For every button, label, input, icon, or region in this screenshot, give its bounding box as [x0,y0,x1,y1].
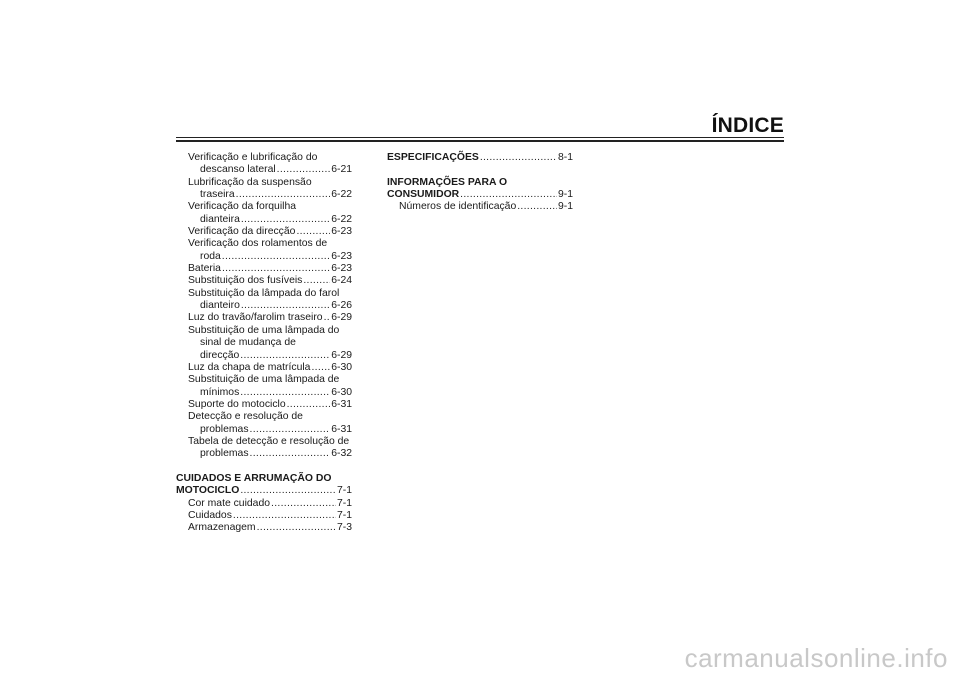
header-rule-thick [176,140,784,142]
toc-entry-title: ESPECIFICAÇÕES [387,152,479,163]
toc-entry-title: problemas [200,448,249,460]
toc-entry-title: Substituição dos fusíveis [188,275,303,287]
toc-page-number: 9-1 [557,189,573,201]
toc-page-number: 6-30 [331,386,352,398]
toc-entry[interactable] [176,448,352,460]
toc-entry-title: descanso lateral [200,164,276,176]
toc-section-entry[interactable] [176,485,352,497]
toc-entry-title: Luz da chapa de matrícula [188,361,311,373]
dot-leader [241,214,330,226]
toc-entry-text: Verificação e lubrificação do [188,152,318,163]
toc-entry-title: Suporte do motociclo [188,398,286,410]
header-rule-thin [176,137,784,138]
toc-entry[interactable] [176,189,352,201]
toc-entry-title: CONSUMIDOR [387,189,460,201]
toc-entry[interactable] [176,263,352,275]
toc-section-entry[interactable] [387,189,573,201]
dot-leader [241,300,330,312]
toc-entry-title: MOTOCICLO [176,485,240,497]
page-title: ÍNDICE [711,114,784,137]
toc-right-column [387,152,573,214]
toc-page-number: 6-21 [331,164,352,176]
toc-entry[interactable] [176,362,352,374]
toc-page-number: 6-31 [331,398,352,410]
toc-entry[interactable] [176,164,352,176]
toc-entry-text: Detecção e resolução de [188,411,303,423]
toc-section-heading: CUIDADOS E ARRUMAÇÃO DO [176,472,332,484]
toc-entry-title: Bateria [188,263,221,275]
toc-page-number: 6-29 [331,312,352,324]
toc-page-number: 6-23 [331,263,352,275]
dot-leader [324,312,331,324]
toc-page-number: 6-23 [331,226,352,238]
toc-page-number: 9-1 [557,201,573,213]
watermark: carmanualsonline.info [684,643,948,673]
toc-entry[interactable] [176,399,352,411]
toc-page-number: 6-31 [331,423,352,435]
toc-entry[interactable] [176,214,352,226]
toc-spacer [176,461,352,473]
toc-entry-text: Substituição da lâmpada do farol [188,287,340,299]
toc-entry[interactable] [176,300,352,312]
toc-entry-title: Números de identificação [399,201,517,213]
toc-entry[interactable] [387,201,573,213]
toc-page-number: 6-24 [331,275,352,287]
toc-entry-text: Substituição de uma lâmpada do [188,324,340,336]
toc-entry-text: Lubrificação da suspensão [188,176,312,188]
toc-entry-text: Verificação da forquilha [188,201,297,213]
toc-entry[interactable] [176,251,352,263]
toc-page-number: 7-1 [336,497,352,509]
toc-entry[interactable] [176,510,352,522]
toc-page-number: 6-22 [331,213,352,225]
dot-leader [240,350,330,362]
dot-leader [480,152,557,164]
toc-page-number: 6-30 [331,361,352,373]
toc-entry-title: dianteira [200,213,240,225]
toc-page-number: 6-26 [331,300,352,312]
toc-entry-text: Verificação dos rolamentos de [188,238,328,250]
dot-leader [287,399,331,411]
dot-leader [236,189,331,201]
dot-leader [222,251,330,263]
toc-entry[interactable] [176,498,352,510]
toc-entry-title: problemas [200,423,249,435]
toc-entry-title: Armazenagem [188,522,256,534]
toc-entry-title: roda [200,250,221,262]
toc-entry-title: Luz do travão/farolim traseiro [188,312,323,324]
dot-leader [222,263,330,275]
dot-leader [240,387,330,399]
dot-leader [311,362,330,374]
toc-entry-text: sinal de mudança de [200,337,296,349]
toc-entry[interactable] [176,350,352,362]
toc-page-number: 7-1 [336,509,352,521]
dot-leader [296,226,330,238]
toc-entry[interactable] [176,424,352,436]
toc-entry[interactable] [176,312,352,324]
toc-entry[interactable] [176,522,352,534]
toc-page-number: 6-23 [331,250,352,262]
toc-page-number: 7-3 [336,522,352,534]
toc-entry-title: mínimos [200,386,240,398]
toc-entry-title: Verificação da direcção [188,226,296,238]
toc-entry-title: direcção [200,349,240,361]
toc-entry-title: traseira [200,189,235,201]
toc-page-number: 7-1 [336,485,352,497]
toc-entry[interactable] [176,387,352,399]
toc-entry-title: Cor mate cuidado [188,497,271,509]
toc-page-number: 8-1 [557,152,573,163]
dot-leader [271,498,336,510]
dot-leader [257,522,336,534]
toc-entry-text: Substituição de uma lâmpada de [188,374,340,386]
toc-entry-title: Cuidados [188,509,232,521]
toc-page-number: 6-29 [331,349,352,361]
dot-leader [460,189,557,201]
dot-leader [233,510,336,522]
dot-leader [517,201,557,213]
toc-section-heading: INFORMAÇÕES PARA O [387,176,508,188]
dot-leader [240,485,336,497]
dot-leader [250,448,331,460]
toc-spacer [387,164,573,176]
toc-entry-text: Tabela de detecção e resolução de [188,435,350,447]
toc-entry[interactable] [176,275,352,287]
toc-entry-title: dianteiro [200,300,240,312]
toc-page-number: 6-32 [331,448,352,460]
dot-leader [277,164,331,176]
toc-page-number: 6-22 [331,189,352,201]
toc-left-column [176,152,352,535]
dot-leader [250,424,331,436]
toc-entry[interactable] [176,226,352,238]
toc-section-entry[interactable] [387,152,573,164]
dot-leader [303,275,330,287]
